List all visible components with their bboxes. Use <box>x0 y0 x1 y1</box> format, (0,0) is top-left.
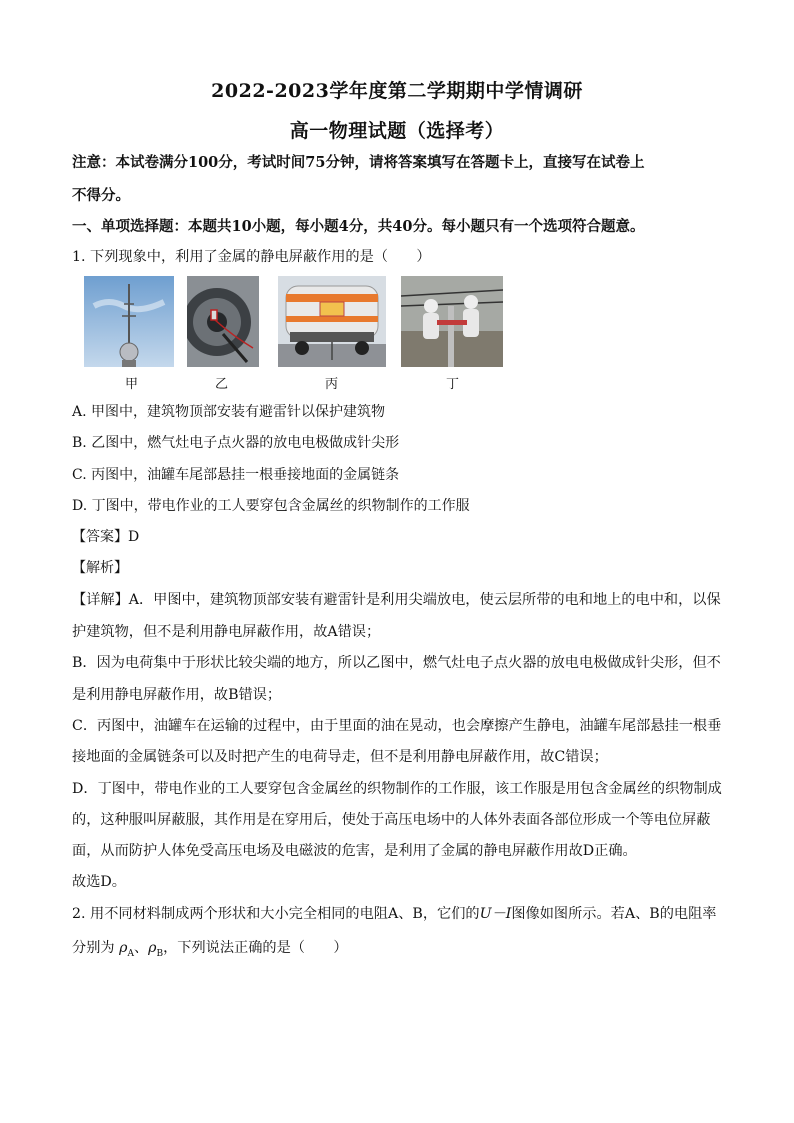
option-b: B. 乙图中，燃气灶电子点火器的放电电极做成针尖形 <box>72 435 400 451</box>
answer-line <box>72 526 139 546</box>
question-1-stem: 1. 下列现象中，利用了金属的静电屏蔽作用的是（ ） <box>72 249 431 265</box>
figure-yi-gas-igniter <box>187 276 259 367</box>
subscript-a: A <box>127 948 134 959</box>
detail-line: 是利用静电屏蔽作用，故B错误； <box>72 687 282 703</box>
rho-b-symbol <box>148 940 164 959</box>
notice-line-1: 注意：本试卷满分100分，考试时间75分钟，请将答案填写在答题卡上，直接写在试卷上 <box>72 154 645 171</box>
detail-line: 的，这种服叫屏蔽服，其作用是在穿用后，使处于高压电场中的人体外表面各部位形成一个等电位屏蔽 <box>72 812 711 828</box>
option-c: C. 丙图中，油罐车尾部悬挂一根垂接地面的金属链条 <box>72 467 400 483</box>
detail-line: D．丁图中，带电作业的工人要穿包含金属丝的织物制作的工作服，该工作服是用包含金属丝的织物制成 <box>72 781 722 797</box>
question-2-stem-line-1 <box>72 903 722 923</box>
option-a: A. 甲图中，建筑物顶部安装有避雷针以保护建筑物 <box>72 404 386 420</box>
detail-line: 护建筑物，但不是利用静电屏蔽作用，故A错误； <box>72 624 381 640</box>
detail-line: 【详解】A．甲图中，建筑物顶部安装有避雷针是利用尖端放电，使云层所带的电和地上的电中和，以保 <box>72 592 721 608</box>
subscript-b: B <box>156 948 164 959</box>
q2-text: 图像如图所示。若A、B的电阻率 <box>511 906 717 922</box>
rho-a-symbol <box>119 940 134 959</box>
caption-bing: 丙 <box>325 377 339 392</box>
q2-text: 2. 用不同材料制成两个形状和大小完全相同的电阻A、B，它们的 <box>72 906 480 922</box>
page-title: 2022-2023学年度第二学期期中学情调研 <box>211 80 583 102</box>
figure-ding-shielding-suit-workers <box>401 276 503 367</box>
caption-ding: 丁 <box>446 377 460 392</box>
u-i-symbol: U－I <box>479 906 512 922</box>
question-2-stem-line-2 <box>72 937 722 959</box>
caption-jia: 甲 <box>125 377 139 392</box>
figure-bing-oil-tanker <box>278 276 386 367</box>
notice-line-2: 不得分。 <box>72 187 130 204</box>
detail-line: 故选D。 <box>72 874 126 890</box>
q2-text: 分别为 <box>72 940 115 956</box>
figure-jia-lightning-rod <box>84 276 174 367</box>
rho-symbol: ρ <box>119 940 128 956</box>
answer-value: D <box>128 529 140 545</box>
detail-line: C．丙图中，油罐车在运输的过程中，由于里面的油在晃动，也会摩擦产生静电，油罐车尾部悬挂一根垂 <box>72 718 722 734</box>
option-d: D. 丁图中，带电作业的工人要穿包含金属丝的织物制作的工作服 <box>72 498 470 514</box>
detail-line: 面，从而防护人体免受高压电场及电磁波的危害，是利用了金属的静电屏蔽作用故D正确。 <box>72 843 637 859</box>
q2-text: ，下列说法正确的是（ ） <box>163 940 348 956</box>
page-subtitle: 高一物理试题（选择考） <box>289 120 505 142</box>
caption-yi: 乙 <box>215 377 229 392</box>
separator: 、 <box>133 940 149 956</box>
section-heading: 一、单项选择题：本题共10小题，每小题4分，共40分。每小题只有一个选项符合题意。 <box>72 218 645 235</box>
detail-line: 接地面的金属链条可以及时把产生的电荷导走，但不是利用静电屏蔽作用，故C错误； <box>72 749 608 765</box>
detail-line: B．因为电荷集中于形状比较尖端的地方，所以乙图中，燃气灶电子点火器的放电电极做成针尖形，但不 <box>72 655 721 671</box>
answer-label: 【答案】 <box>72 529 128 545</box>
rho-symbol: ρ <box>148 940 157 956</box>
analysis-label: 【解析】 <box>72 560 128 576</box>
